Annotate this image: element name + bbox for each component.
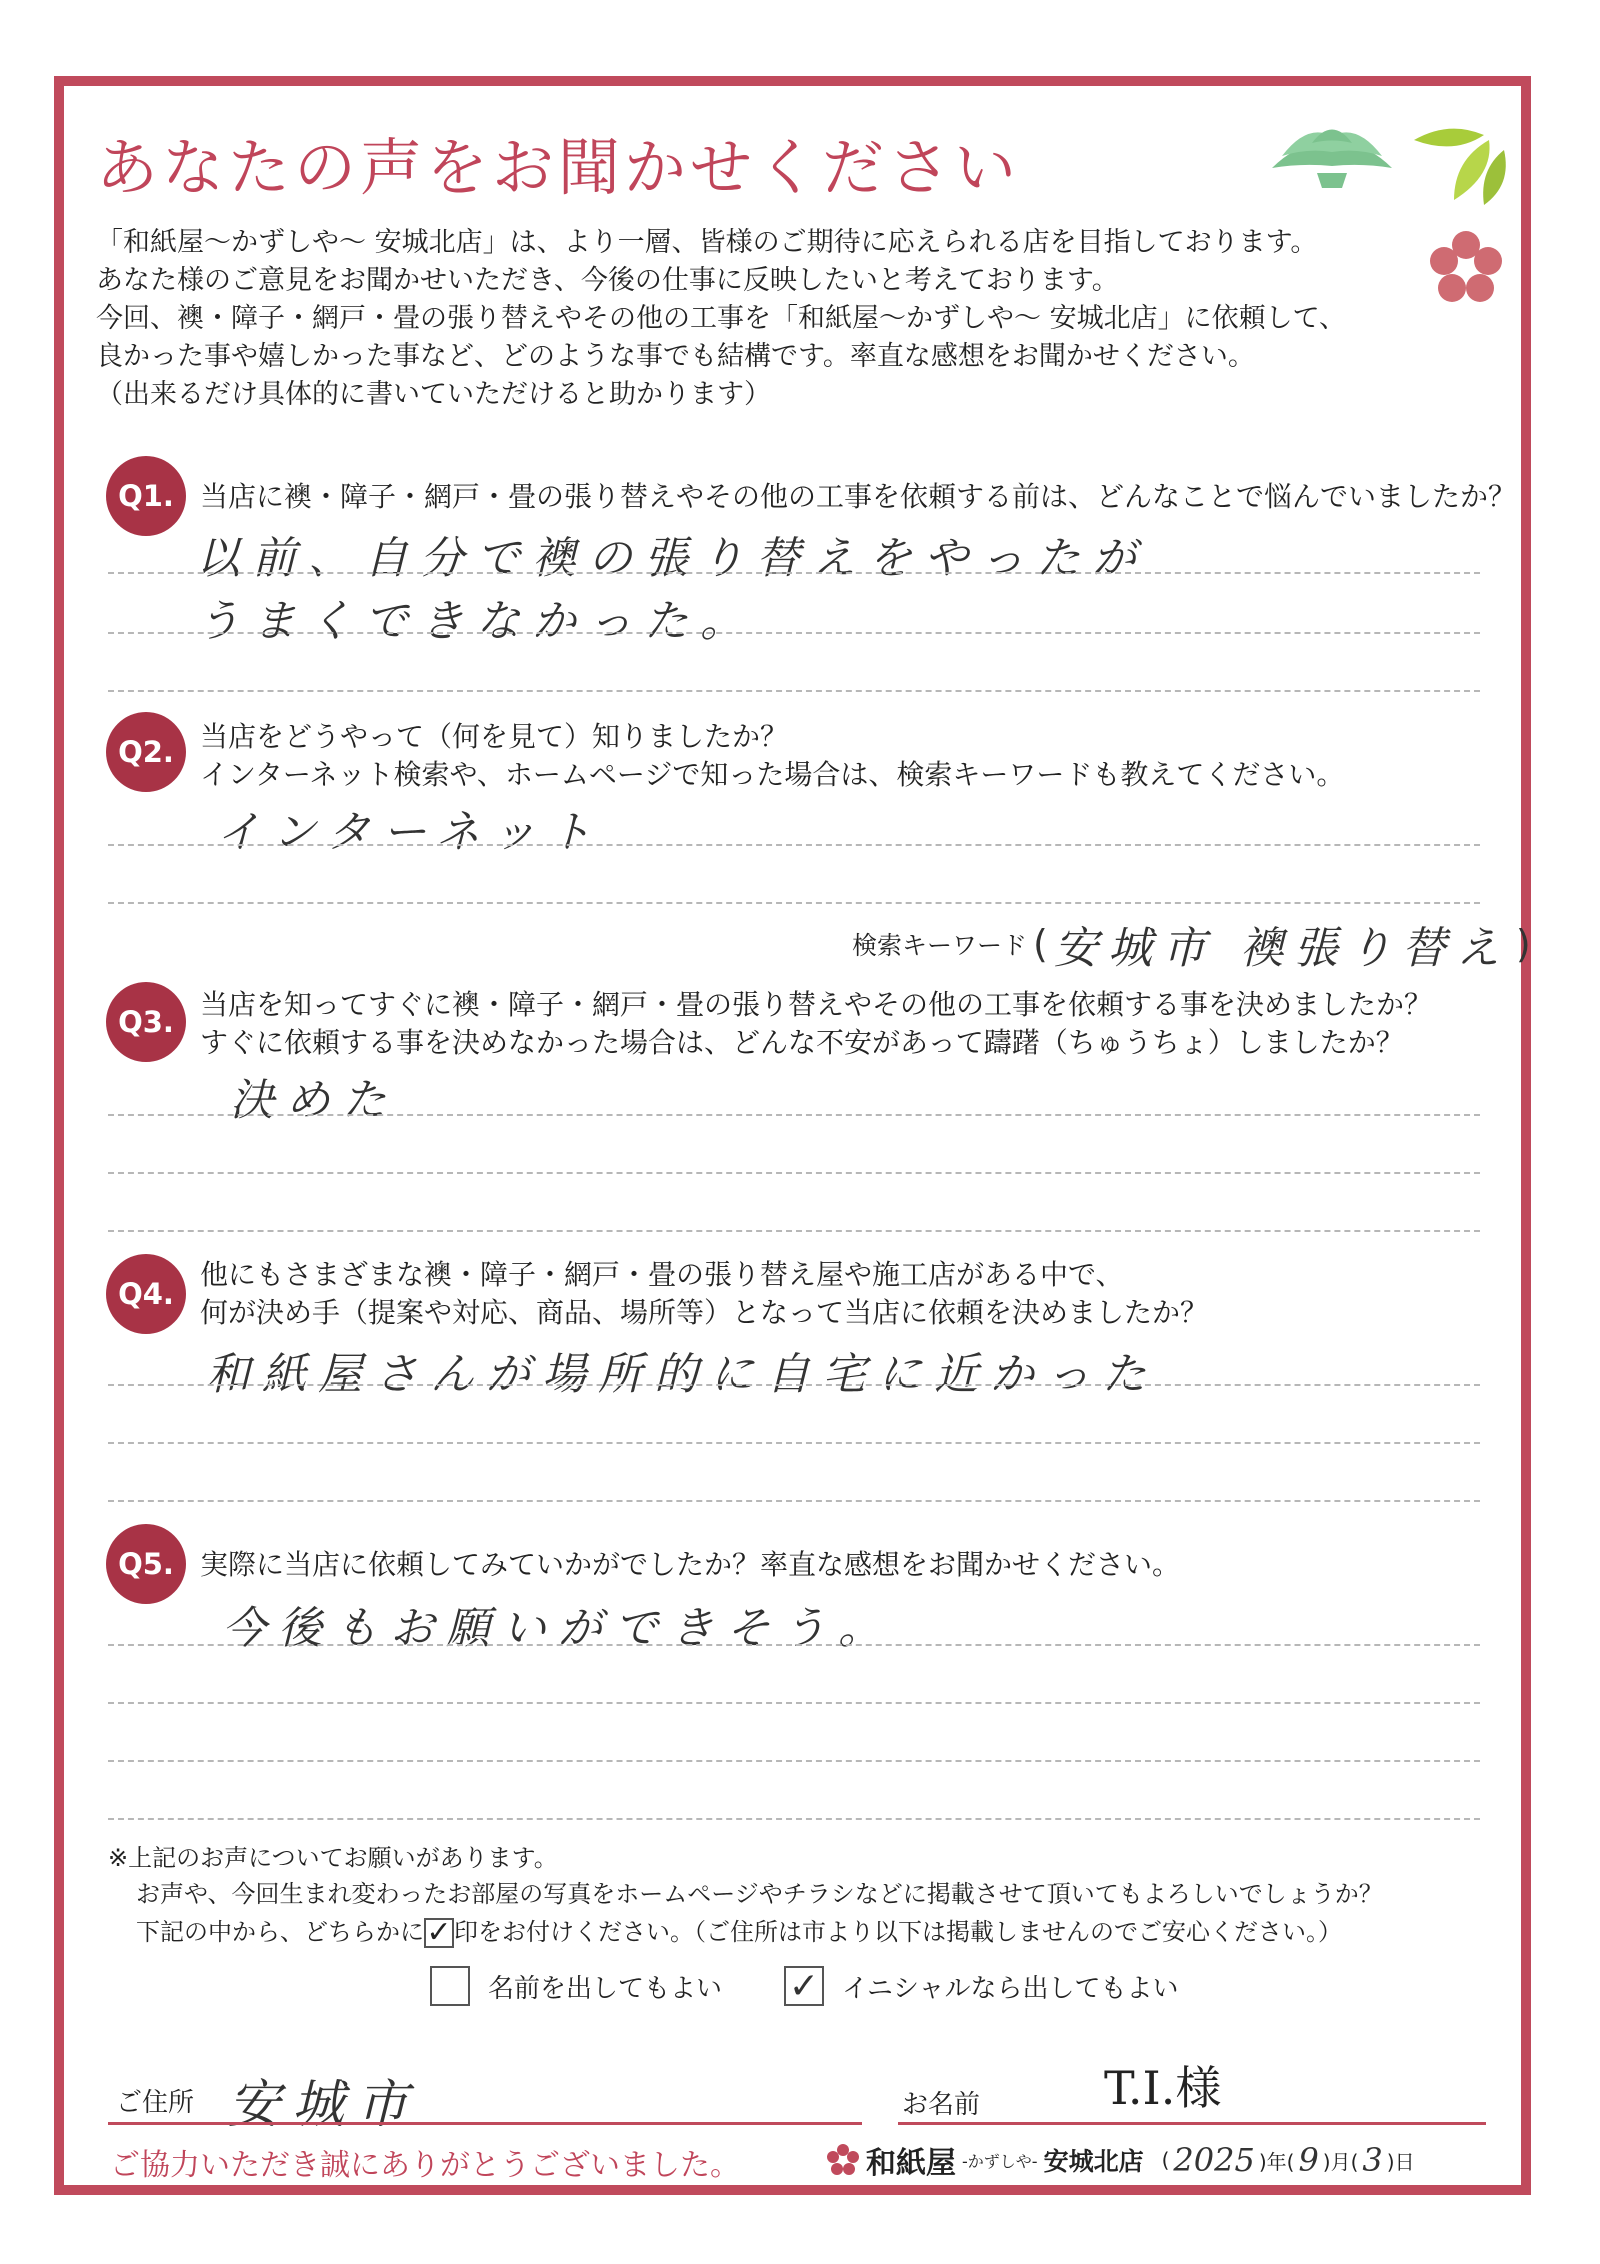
answer-rule: [108, 1760, 1480, 1762]
answer-rule: [108, 1442, 1480, 1444]
q4-question: 他にもさまざまな襖・障子・網戸・畳の張り替え屋や施工店がある中で、: [200, 1258, 1124, 1291]
date-day: 3: [1362, 2141, 1383, 2179]
pine-icon: [1262, 118, 1402, 198]
flower-logo-icon: [826, 2143, 860, 2177]
intro-text: [96, 224, 1396, 414]
answer-rule: [108, 1114, 1480, 1116]
search-keyword-label: 検索キーワード: [852, 931, 1028, 960]
answer-rule: [108, 690, 1480, 692]
address-label: ご住所: [116, 2088, 195, 2118]
q1-answer-line: うまくできなかった。: [196, 596, 756, 647]
q5-badge: Q5.: [106, 1524, 186, 1604]
notice-line: ※上記のお声についてお願いがあります。: [108, 1844, 558, 1872]
brand-shop: 安城北店: [1043, 2147, 1144, 2176]
date-unit: )日: [1386, 2149, 1415, 2174]
search-keyword: [852, 912, 1537, 976]
answer-rule: [108, 902, 1480, 904]
intro-line: 「和紙屋〜かずしや〜 安城北店」は、より一層、皆様のご期待に応えられる店を目指しております。: [96, 227, 1318, 258]
search-keyword-value: 安城市 襖張り替え: [1053, 923, 1510, 974]
leaf-icon: [1404, 120, 1514, 210]
notice-text: 下記の中から、どちらかに: [136, 1918, 424, 1946]
answer-rule: [108, 572, 1480, 574]
q2-answer-line: インターネット: [216, 807, 605, 858]
date-year: 2025: [1173, 2141, 1255, 2179]
address-underline: [108, 2122, 862, 2125]
q4-question: 何が決め手（提案や対応、商品、場所等）となって当店に依頼を決めましたか？: [200, 1296, 1209, 1329]
answer-rule: [108, 844, 1480, 846]
initial-checkbox[interactable]: ✓: [784, 1966, 824, 2006]
q4-badge: Q4.: [106, 1254, 186, 1334]
brand-sub: -かずしや-: [962, 2151, 1038, 2171]
intro-line: あなた様のご意見をお聞かせいただき、今後の仕事に反映したいと考えております。: [96, 265, 1119, 296]
intro-line: （出来るだけ具体的に書いていただけると助かります）: [96, 379, 771, 410]
answer-rule: [108, 1644, 1480, 1646]
q2-question: インターネット検索や、ホームページで知った場合は、検索キーワードも教えてください。: [200, 758, 1345, 791]
answer-rule: [108, 1230, 1480, 1232]
q2-badge: Q2.: [106, 712, 186, 792]
check-mark-icon: ✓: [424, 1918, 454, 1948]
q5-question: 実際に当店に依頼してみていかがでしたか？率直な感想をお聞かせください。: [200, 1548, 1181, 1581]
page-title: あなたの声をお聞かせください: [96, 131, 1021, 204]
q1-question: 当店に襖・障子・網戸・畳の張り替えやその他の工事を依頼する前は、どんなことで悩んでいましたか？: [200, 480, 1517, 513]
name-value: T.I.様: [1104, 2061, 1222, 2115]
notice-line: [136, 1914, 1342, 1950]
paren: (: [1033, 922, 1048, 966]
address-value: 安城市: [228, 2075, 421, 2135]
answer-rule: [108, 632, 1480, 634]
q1-badge: Q1.: [106, 456, 186, 536]
q3-question: すぐに依頼する事を決めなかった場合は、どんな不安があって躊躇（ちゅうちょ）しましたか？: [200, 1026, 1404, 1059]
answer-rule: [108, 1500, 1480, 1502]
name-underline: [898, 2122, 1486, 2125]
notice-line: お声や、今回生まれ変わったお部屋の写真をホームページやチラシなどに掲載させて頂いてもよろしいでしょうか？: [136, 1880, 1383, 1908]
date-unit: )年(: [1258, 2149, 1295, 2174]
notice-text: 印をお付けください。（ご住所は市より以下は掲載しませんのでご安心ください。）: [454, 1918, 1342, 1946]
answer-rule: [108, 1702, 1480, 1704]
date-month: 9: [1298, 2141, 1319, 2179]
q3-answer-line: 決めた: [230, 1075, 398, 1126]
option-initial[interactable]: [784, 1966, 1178, 2006]
option-label: 名前を出してもよい: [488, 1973, 723, 2004]
date-paren: (: [1161, 2148, 1170, 2172]
answer-rule: [108, 1818, 1480, 1820]
name-checkbox[interactable]: [430, 1966, 470, 2006]
q3-badge: Q3.: [106, 982, 186, 1062]
paren: ): [1515, 922, 1531, 966]
date-unit: )月(: [1322, 2149, 1359, 2174]
intro-line: 良かった事や嬉しかった事など、どのような事でも結構です。率直な感想をお聞かせください。: [96, 341, 1255, 372]
option-label: イニシャルなら出してもよい: [842, 1973, 1179, 2004]
q1-answer-line: 以前、自分で襖の張り替えをやったが: [196, 533, 1148, 584]
option-name[interactable]: [430, 1966, 722, 2006]
q4-answer-line: 和紙屋さんが場所的に自宅に近かった: [206, 1349, 1158, 1400]
q2-question: 当店をどうやって（何を見て）知りましたか？: [200, 720, 789, 753]
name-label: お名前: [902, 2090, 981, 2120]
answer-rule: [108, 1384, 1480, 1386]
brand-name: 和紙屋: [866, 2146, 956, 2181]
q5-answer-line: 今後もお願いができそう。: [222, 1603, 894, 1654]
q3-question: 当店を知ってすぐに襖・障子・網戸・畳の張り替えやその他の工事を依頼する事を決めましたか？: [200, 988, 1433, 1021]
answer-rule: [108, 1172, 1480, 1174]
plum-blossom-icon: [1426, 228, 1506, 308]
brand-footer: [826, 2138, 1419, 2182]
thanks-message: ご協力いただき誠にありがとうございました。: [110, 2148, 740, 2183]
intro-line: 今回、襖・障子・網戸・畳の張り替えやその他の工事を「和紙屋〜かずしや〜 安城北店」に依頼して、: [96, 303, 1347, 334]
